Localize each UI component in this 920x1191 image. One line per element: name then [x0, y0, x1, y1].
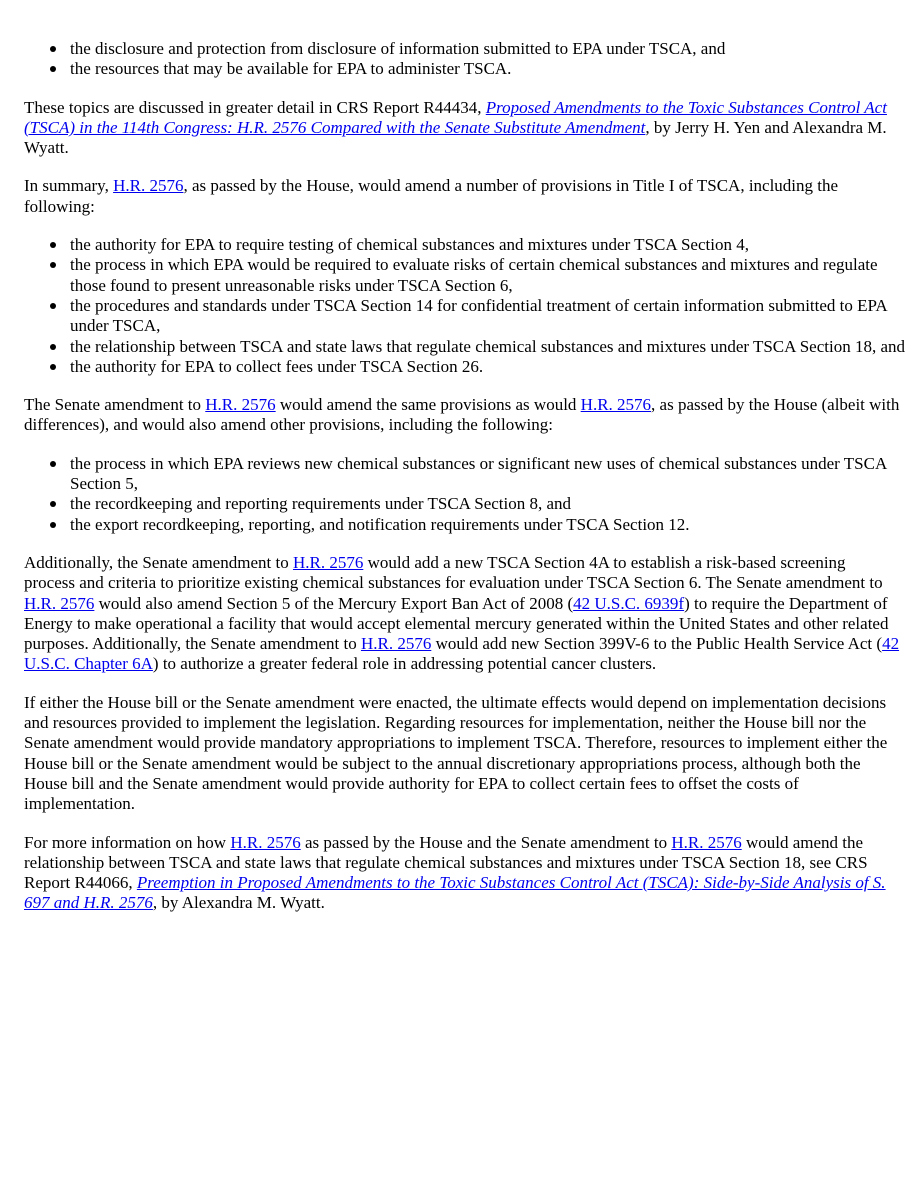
link-42-usc-6939f[interactable]: 42 U.S.C. 6939f — [573, 593, 685, 613]
link-hr-2576[interactable]: H.R. 2576 — [671, 832, 742, 852]
list-item: the relationship between TSCA and state laws that regulate chemical substances and mixtures under TSCA Section 18, and — [0, 337, 920, 357]
list-item: the procedures and standards under TSCA Section 14 for confidential treatment of certain information submitted to EPA under TSCA, — [0, 296, 920, 337]
list-item: the recordkeeping and reporting requirements under TSCA Section 8, and — [0, 494, 920, 514]
bullet-icon — [50, 522, 56, 528]
link-crs-report-r44066[interactable]: Preemption in Proposed Amendments to the Toxic Substances Control Act (TSCA): Side-by-Side Analysis of S. 697 and H.R. 2576 — [24, 873, 886, 913]
bullet-list-2 — [0, 235, 920, 377]
list-item: the authority for EPA to require testing of chemical substances and mixtures under TSCA Section 4, — [0, 235, 920, 255]
bullet-icon — [50, 66, 56, 72]
link-crs-report-r44434[interactable]: Proposed Amendments to the Toxic Substances Control Act (TSCA) in the 114th Congress: H.R. 2576 Compared with the Senate Substitute Amendment — [24, 97, 887, 137]
bullet-list-1 — [0, 39, 920, 80]
link-hr-2576[interactable]: H.R. 2576 — [113, 176, 184, 196]
bullet-icon — [50, 461, 56, 467]
bullet-icon — [50, 46, 56, 52]
link-hr-2576[interactable]: H.R. 2576 — [24, 593, 95, 613]
link-hr-2576[interactable]: H.R. 2576 — [230, 832, 301, 852]
paragraph-implementation: If either the House bill or the Senate amendment were enacted, the ultimate effects would depend on implementation decisions and resources provided to implement the legislation. Regarding resources for implementation, neither the House bill nor the Senate amendment would provide mandatory appropriations to implement TSCA. Therefore, resources to implement either the House bill or the Senate amendment would be subject to the annual discretionary appropriations process, although both the House bill and the Senate amendment would provide authority for EPA to collect certain fees to offset the costs of implementation. — [24, 692, 888, 814]
link-hr-2576[interactable]: H.R. 2576 — [292, 552, 364, 572]
link-hr-2576[interactable]: H.R. 2576 — [580, 395, 652, 415]
paragraph-more-information: For more information on how H.R. 2576 as passed by the House and the Senate amendment to H.R. 2576 would amend the relationship between TSCA and state laws that regulate chemical substances and mixtures under TSCA Section 18, see CRS Report R44066, Preemption in Proposed Amendments to the Toxic Substances Control Act (TSCA): Side-by-Side Analysis of S. 697 and H.R. 2576, by Alexandra M. Wyatt. — [24, 832, 886, 913]
list-item: the process in which EPA would be required to evaluate risks of certain chemical substances and mixtures and regulate those found to present unreasonable risks under TSCA Section 6, — [0, 255, 920, 296]
bullet-icon — [50, 262, 56, 268]
paragraph-crs-report: These topics are discussed in greater detail in CRS Report R44434, Proposed Amendments to the Toxic Substances Control Act (TSCA) in the 114th Congress: H.R. 2576 Compared with the Senate Substitute Amendment, by Jerry H. Yen and Alexandra M. Wyatt. — [24, 97, 887, 158]
link-42-usc-chapter-6a[interactable]: 42 U.S.C. Chapter 6A — [24, 634, 900, 674]
list-item: the process in which EPA reviews new chemical substances or significant new uses of chemical substances under TSCA Section 5, — [0, 454, 920, 495]
paragraph-senate-amendment: The Senate amendment to H.R. 2576 would amend the same provisions as would H.R. 2576, as passed by the House (albeit with differences), and would also amend other provisions, including the following: — [24, 395, 900, 435]
bullet-icon — [50, 344, 56, 350]
bullet-icon — [50, 303, 56, 309]
bullet-list-3 — [0, 454, 920, 535]
list-item: the disclosure and protection from disclosure of information submitted to EPA under TSCA, and — [0, 39, 920, 59]
bullet-icon — [50, 242, 56, 248]
link-hr-2576[interactable]: H.R. 2576 — [205, 395, 276, 415]
paragraph-additionally: Additionally, the Senate amendment to H.R. 2576 would add a new TSCA Section 4A to establish a risk-based screening process and criteria to prioritize existing chemical substances for evaluation under TSCA Section 6. The Senate amendment to H.R. 2576 would also amend Section 5 of the Mercury Export Ban Act of 2008 (42 U.S.C. 6939f) to require the Department of Energy to make operational a facility that would accept elemental mercury generated within the United States and other related purposes. Additionally, the Senate amendment to H.R. 2576 would add new Section 399V-6 to the Public Health Service Act (42 U.S.C. Chapter 6A) to authorize a greater federal role in addressing potential cancer clusters. — [24, 552, 900, 674]
list-item: the resources that may be available for EPA to administer TSCA. — [0, 59, 920, 79]
list-item: the export recordkeeping, reporting, and notification requirements under TSCA Section 12. — [0, 515, 920, 535]
bullet-icon — [50, 501, 56, 507]
bullet-icon — [50, 364, 56, 370]
list-item: the authority for EPA to collect fees under TSCA Section 26. — [0, 357, 920, 377]
link-hr-2576[interactable]: H.R. 2576 — [360, 634, 432, 654]
top-spacer — [0, 0, 920, 39]
paragraph-summary: In summary, H.R. 2576, as passed by the House, would amend a number of provisions in Title I of TSCA, including the following: — [24, 176, 839, 216]
